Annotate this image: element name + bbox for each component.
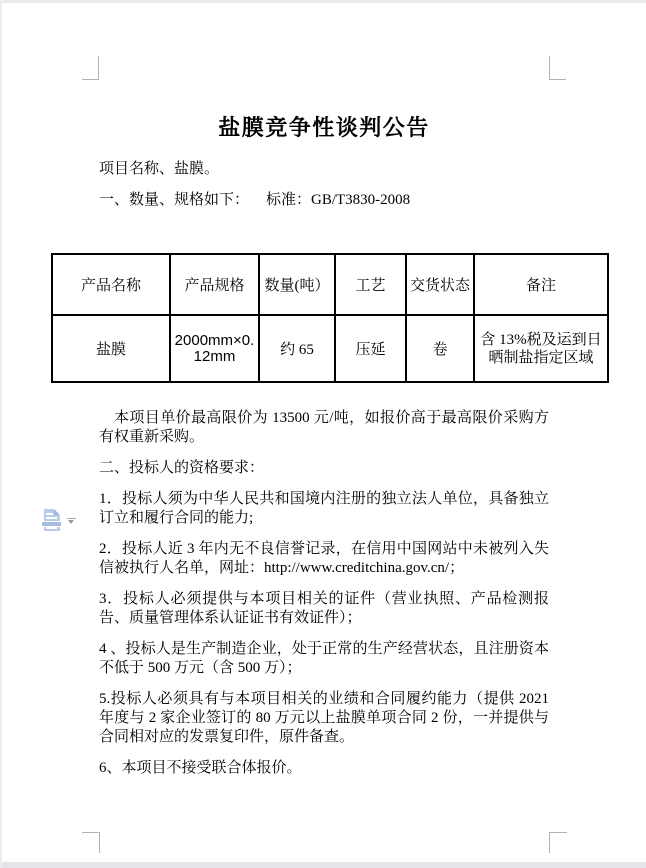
document-body: [80, 79, 602, 778]
paste-options-document-icon[interactable]: [44, 509, 60, 531]
header-process: 工艺: [335, 254, 406, 315]
quantity-spec-prefix: 一、数量、规格如下：: [99, 192, 250, 208]
table-row: [52, 315, 608, 382]
table-header-row: [52, 254, 608, 315]
cell-quantity: 约 65: [259, 315, 335, 382]
cell-remark: 含 13%税及运到日晒制盐指定区域: [474, 315, 608, 382]
section-2-heading: 二、投标人的资格要求：: [99, 460, 265, 476]
price-limit-paragraph: 本项目单价最高限价为 13500 元/吨，如报价高于最高限价采购方有权重新采购。: [99, 410, 549, 445]
margin-crop-mark-top-right: [549, 56, 566, 80]
standard-reference: 标准：GB/T3830-2008: [266, 192, 411, 208]
doc-line-2: [46, 517, 57, 519]
header-remark: 备注: [474, 254, 608, 315]
paste-options-button[interactable]: [43, 508, 77, 534]
margin-crop-mark-top-left: [82, 56, 99, 80]
quantity-spec-line: [99, 191, 549, 210]
window-edge-bottom: [0, 862, 646, 868]
margin-crop-mark-bottom-left: [82, 832, 100, 853]
requirement-1: 1．投标人须为中华人民共和国境内注册的独立法人单位，具备独立订立和履行合同的能力;: [99, 491, 549, 526]
dropdown-bar: [67, 518, 76, 519]
header-product-spec: 产品规格: [170, 254, 259, 315]
document-title: 盐膜竞争性谈判公告: [218, 115, 430, 140]
requirement-2: 2．投标人近 3 年内无不良信誉记录，在信用中国网站中未被列入失信被执行人名单，网址：http://www.creditchina.gov.cn/；: [99, 541, 549, 576]
cell-process: 压延: [335, 315, 406, 382]
doc-line-3: [46, 527, 57, 529]
cell-product-spec: 2000mm×0.12mm: [170, 315, 259, 382]
requirement-3: 3．投标人必须提供与本项目相关的证件（营业执照、产品检测报告、质量管理体系认证证书有效证件）；: [99, 591, 549, 626]
header-delivery-state: 交货状态: [406, 254, 474, 315]
requirement-6: 6、本项目不接受联合体报价。: [99, 760, 302, 776]
header-product-name: 产品名称: [52, 254, 170, 315]
cell-product-name: 盐膜: [52, 315, 170, 382]
project-name-line: 项目名称、盐膜。: [99, 161, 220, 177]
product-table: [51, 253, 609, 383]
product-table-wrapper: [51, 253, 607, 383]
window-edge-left: [0, 0, 2, 868]
window-edge-top: [0, 0, 646, 3]
header-quantity: 数量(吨）: [259, 254, 335, 315]
cell-delivery-state: 卷: [406, 315, 474, 382]
dropdown-triangle-icon[interactable]: [67, 518, 76, 524]
dropdown-arrow: [68, 520, 74, 524]
margin-crop-mark-bottom-right: [549, 832, 567, 853]
doc-line-1: [46, 513, 53, 515]
requirement-5: 5.投标人必须具有与本项目相关的业绩和合同履约能力（提供 2021 年度与 2 家企业签订的 80 万元以上盐膜单项合同 2 份，一并提供与合同相对应的发票复印件，原件备查。: [99, 691, 549, 745]
requirement-4: 4 、投标人是生产制造企业，处于正常的生产经营状态，且注册资本不低于 500 万元（含 500 万）；: [99, 641, 549, 676]
page-fold-mask: [54, 509, 60, 515]
